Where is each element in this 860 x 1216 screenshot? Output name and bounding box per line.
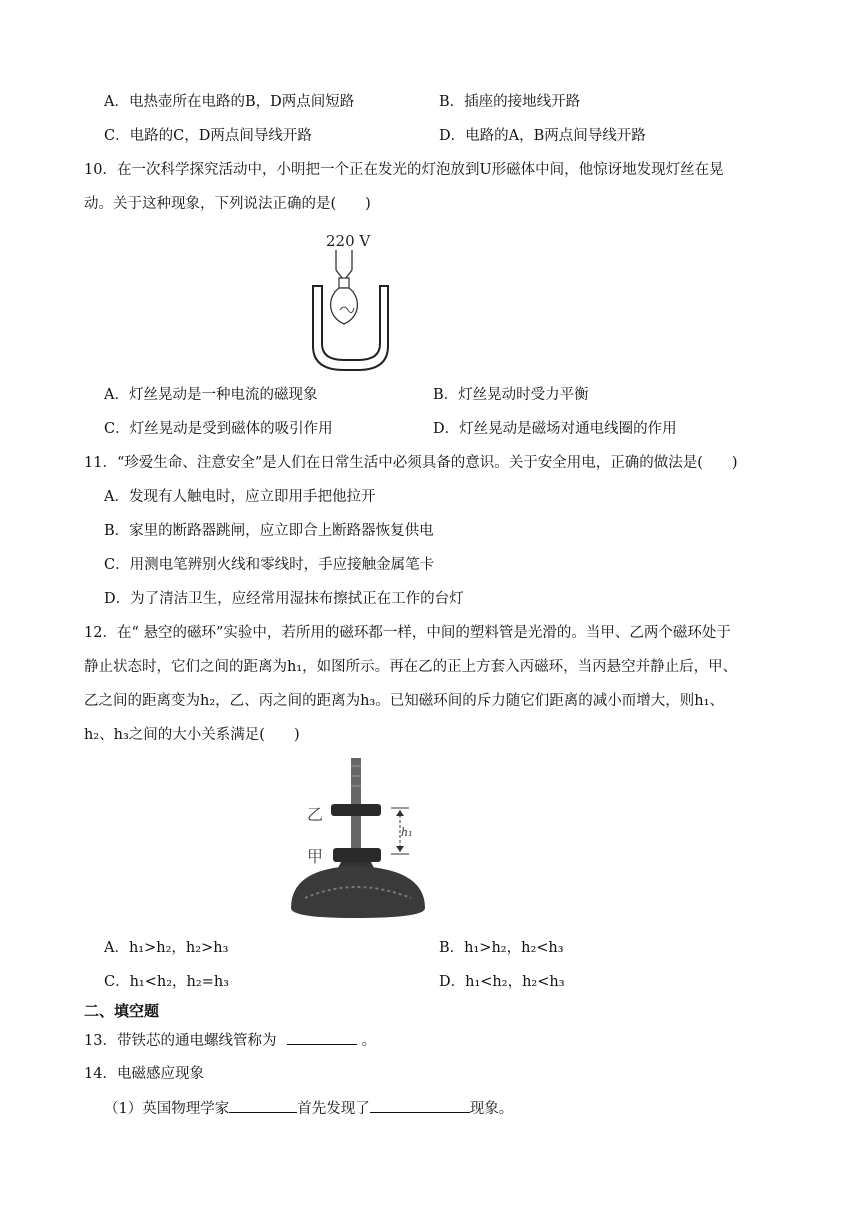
q12-option-c: C．h₁<h₂，h₂=h₃ <box>104 974 229 990</box>
q14-stem: 14．电磁感应现象 <box>84 1066 204 1082</box>
q12-option-d: D．h₁<h₂，h₂<h₃ <box>439 974 565 990</box>
q13-text: 13．带铁芯的通电螺线管称为 <box>84 1033 277 1049</box>
q13-answer-blank[interactable] <box>287 1030 357 1045</box>
ring-jia-label: 甲 <box>307 847 324 866</box>
q14-sub1-text-b: 首先发现了 <box>297 1101 370 1117</box>
q12-stem-line2: 静止状态时，它们之间的距离为h₁，如图所示。再在乙的正上方套入丙磁环，当丙悬空并静止后，甲、 <box>84 659 738 675</box>
section-title-fill-in: 二、填空题 <box>84 1002 160 1020</box>
q14-phenomenon-blank[interactable] <box>370 1098 470 1113</box>
q11-option-a: A．发现有人触电时，应立即用手把他拉开 <box>104 489 376 505</box>
h1-label: h₁ <box>401 826 413 839</box>
q12-option-b: B．h₁>h₂，h₂<h₃ <box>439 940 564 956</box>
q14-sub1-text-c: 现象。 <box>469 1101 514 1117</box>
q9-option-a: A．电热壶所在电路的B，D两点间短路 <box>104 94 355 110</box>
q13-line <box>84 1030 376 1051</box>
u-magnet-bulb-figure <box>300 228 410 378</box>
voltage-label: 220 V <box>326 232 371 250</box>
q10-option-c: C．灯丝晃动是受到磁体的吸引作用 <box>104 421 333 437</box>
q11-option-d: D．为了清洁卫生，应经常用湿抹布擦拭正在工作的台灯 <box>104 591 464 607</box>
q11-option-c: C．用测电笔辨别火线和零线时，手应接触金属笔卡 <box>104 557 435 573</box>
q12-stem-line4: h₂、h₃之间的大小关系满足( ) <box>84 727 300 743</box>
q10-stem-line1: 10．在一次科学探究活动中，小明把一个正在发光的灯泡放到U形磁体中间，他惊讶地发现灯丝在晃 <box>84 162 724 178</box>
q12-option-a: A．h₁>h₂，h₂>h₃ <box>104 940 229 956</box>
q9-option-b: B．插座的接地线开路 <box>439 94 581 110</box>
q9-option-d: D．电路的A，B两点间导线开路 <box>439 128 646 144</box>
ring-yi-label: 乙 <box>307 805 324 824</box>
q12-stem-line3: 乙之间的距离变为h₂，乙、丙之间的距离为h₃。已知磁环间的斥力随它们距离的减小而增大，则h₁、 <box>84 693 724 709</box>
q10-option-a: A．灯丝晃动是一种电流的磁现象 <box>104 387 318 403</box>
q14-sub1-text-a: （1）英国物理学家 <box>104 1101 230 1117</box>
q11-stem: 11．“珍爱生命、注意安全”是人们在日常生活中必须具备的意识。关于安全用电，正确的做法是( ) <box>84 455 738 471</box>
q12-stem-line1: 12．在“ 悬空的磁环”实验中，若所用的磁环都一样，中间的塑料管是光滑的。当甲、乙两个磁环处于 <box>84 625 731 641</box>
q14-sub1-line <box>104 1098 513 1119</box>
q9-option-c: C．电路的C，D两点间导线开路 <box>104 128 312 144</box>
q10-option-b: B．灯丝晃动时受力平衡 <box>433 387 589 403</box>
floating-magnet-ring-figure <box>285 758 445 920</box>
q10-option-d: D．灯丝晃动是磁场对通电线圈的作用 <box>433 421 677 437</box>
q11-option-b: B．家里的断路器跳闸，应立即合上断路器恢复供电 <box>104 523 434 539</box>
q14-scientist-blank[interactable] <box>229 1098 297 1113</box>
q10-stem-line2: 动。关于这种现象，下列说法正确的是( ) <box>84 196 371 212</box>
q13-end: 。 <box>361 1033 377 1049</box>
